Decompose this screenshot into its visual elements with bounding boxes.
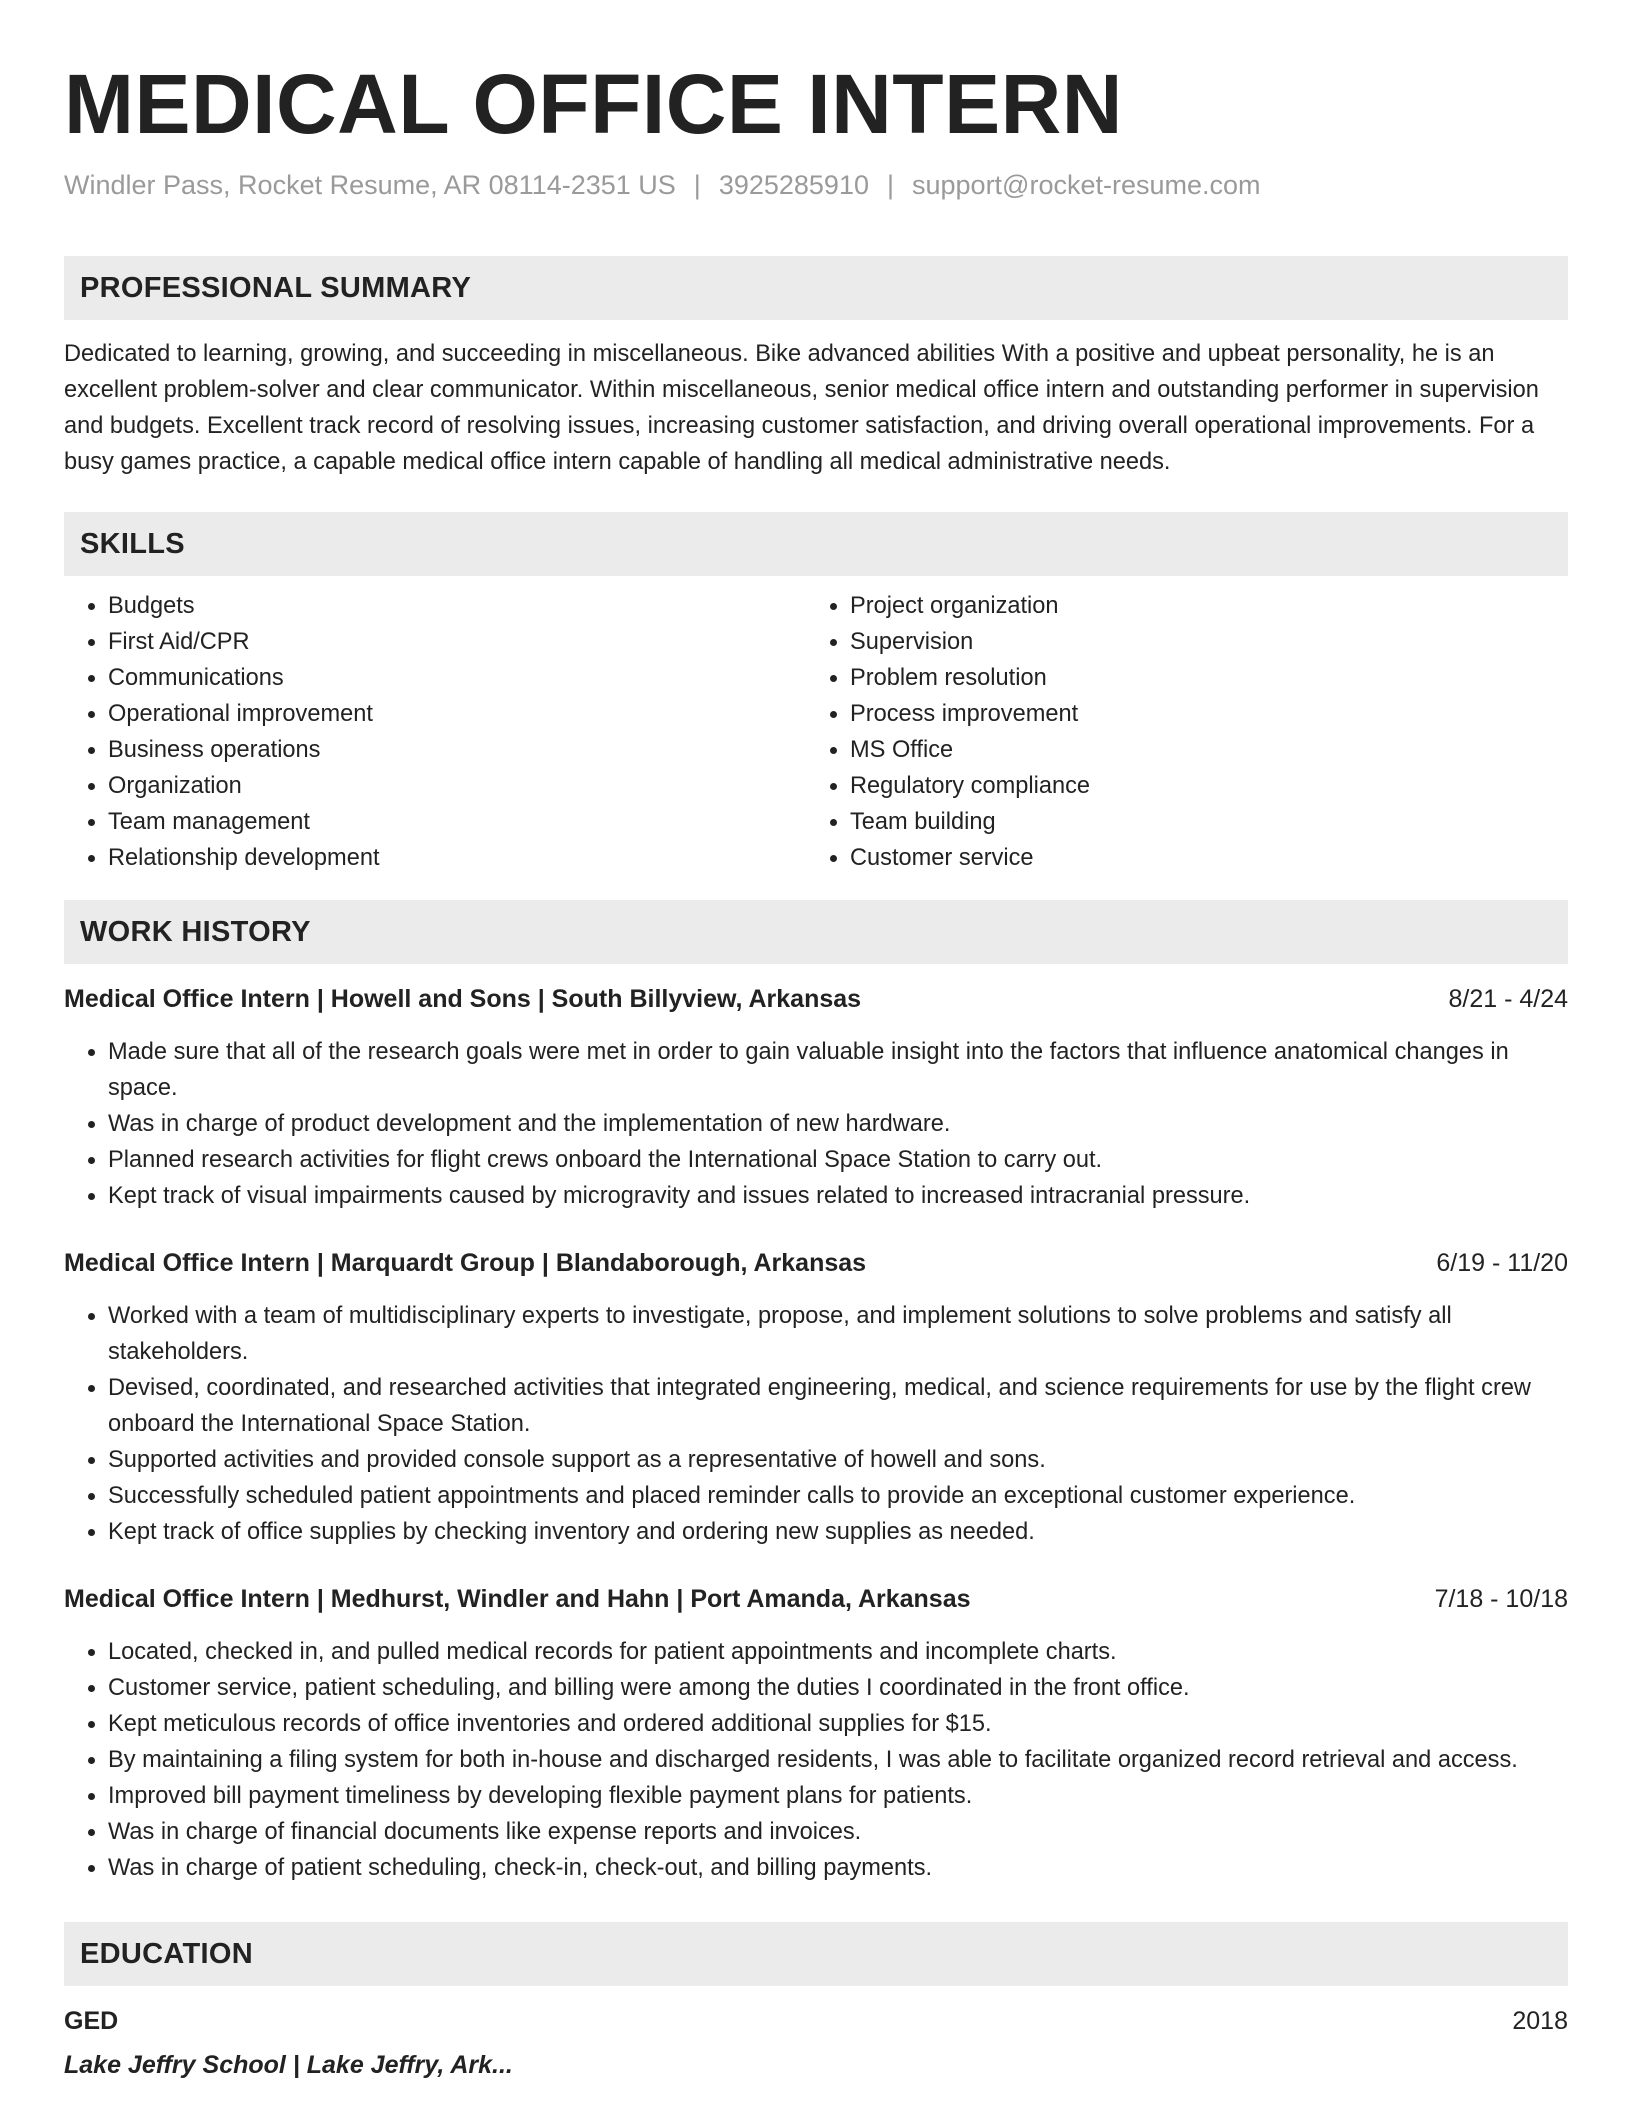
skill-item: • MS Office — [850, 732, 1548, 768]
job-header — [64, 1582, 1568, 1616]
job-bullet: • By maintaining a filing system for both in-house and discharged residents, I was able to facilitate organized record retrieval and access. — [108, 1742, 1568, 1778]
job-bullet: • Supported activities and provided console support as a representative of howell and sons. — [108, 1442, 1568, 1478]
job-dates: 6/19 - 11/20 — [1436, 1249, 1568, 1277]
job-bullet: • Successfully scheduled patient appointments and placed reminder calls to provide an exceptional customer experience. — [108, 1478, 1568, 1514]
job-dates: 8/21 - 4/24 — [1448, 985, 1568, 1013]
job-bullet: • Devised, coordinated, and researched activities that integrated engineering, medical, and science requirements for use by the flight crew onboard the International Space Station. — [108, 1370, 1568, 1442]
skills-grid — [64, 588, 1568, 876]
job-bullet: • Kept track of visual impairments caused by microgravity and issues related to increased intracranial pressure. — [108, 1178, 1568, 1214]
section-heading-skills: SKILLS — [64, 512, 1568, 576]
contact-email: support@rocket-resume.com — [912, 170, 1261, 200]
skill-item: • Organization — [108, 768, 806, 804]
job-bullet: • Improved bill payment timeliness by developing flexible payment plans for patients. — [108, 1778, 1568, 1814]
job-title: Medical Office Intern | Marquardt Group | Blandaborough, Arkansas — [64, 1249, 867, 1277]
skill-item: • Project organization — [850, 588, 1548, 624]
contact-separator: | — [886, 170, 894, 200]
job-title: Medical Office Intern | Howell and Sons | South Billyview, Arkansas — [64, 985, 862, 1013]
job-bullet: • Was in charge of patient scheduling, check-in, check-out, and billing payments. — [108, 1850, 1568, 1886]
job-bullet: • Was in charge of financial documents like expense reports and invoices. — [108, 1814, 1568, 1850]
skill-item: • Customer service — [850, 840, 1548, 876]
job-bullets — [64, 1634, 1568, 1886]
skill-item: • Business operations — [108, 732, 806, 768]
summary-text: Dedicated to learning, growing, and succeeding in miscellaneous. Bike advanced abilities With a positive and upbeat personality, he is an excellent problem-solver and clear communicator. Within miscellaneous, senior medical office intern and outstanding performer in supervision and budgets. Excellent track record of resolving issues, increasing customer satisfaction, and driving overall operational improvements. For a busy games practice, a capable medical office intern capable of handling all medical administrative needs. — [64, 341, 1539, 475]
job-bullet: • Customer service, patient scheduling, and billing were among the duties I coordinated in the front office. — [108, 1670, 1568, 1706]
education-header — [64, 2004, 1568, 2038]
skill-item: • Supervision — [850, 624, 1548, 660]
job-bullets — [64, 1034, 1568, 1214]
skill-item: • Budgets — [108, 588, 806, 624]
skill-item: • Team building — [850, 804, 1548, 840]
skill-item: • First Aid/CPR — [108, 624, 806, 660]
skill-item: • Regulatory compliance — [850, 768, 1548, 804]
job-bullet: • Kept meticulous records of office inventories and ordered additional supplies for $15. — [108, 1706, 1568, 1742]
job-dates: 7/18 - 10/18 — [1434, 1585, 1568, 1613]
section-heading-work-history: WORK HISTORY — [64, 900, 1568, 964]
skill-item: • Process improvement — [850, 696, 1548, 732]
job-entry — [64, 982, 1568, 1214]
education-school: Lake Jeffry School | Lake Jeffry, Ark... — [64, 2051, 513, 2079]
job-bullet: • Was in charge of product development and the implementation of new hardware. — [108, 1106, 1568, 1142]
contact-line — [64, 168, 1568, 202]
job-bullet: • Kept track of office supplies by checking inventory and ordering new supplies as needed. — [108, 1514, 1568, 1550]
education-year: 2018 — [1512, 2007, 1568, 2035]
job-header — [64, 1246, 1568, 1280]
skill-item: • Team management — [108, 804, 806, 840]
skills-list-right — [806, 588, 1548, 876]
job-title: Medical Office Intern | Medhurst, Windler and Hahn | Port Amanda, Arkansas — [64, 1585, 971, 1613]
job-entry — [64, 1246, 1568, 1550]
skill-item: • Communications — [108, 660, 806, 696]
skill-item: • Relationship development — [108, 840, 806, 876]
section-heading-education: EDUCATION — [64, 1922, 1568, 1986]
job-entry — [64, 1582, 1568, 1886]
job-header — [64, 982, 1568, 1016]
education-degree: GED — [64, 2007, 119, 2035]
job-bullet: • Planned research activities for flight crews onboard the International Space Station to carry out. — [108, 1142, 1568, 1178]
job-bullet: • Made sure that all of the research goals were met in order to gain valuable insight into the factors that influence anatomical changes in space. — [108, 1034, 1568, 1106]
contact-phone: 3925285910 — [718, 170, 869, 200]
skill-item: • Operational improvement — [108, 696, 806, 732]
resume-name: MEDICAL OFFICE INTERN — [64, 57, 1123, 151]
skills-list-left — [64, 588, 806, 876]
job-bullet: • Worked with a team of multidisciplinary experts to investigate, propose, and implement solutions to solve problems and satisfy all stakeholders. — [108, 1298, 1568, 1370]
contact-separator: | — [693, 170, 701, 200]
contact-address: Windler Pass, Rocket Resume, AR 08114-2351 US — [64, 170, 676, 200]
skill-item: • Problem resolution — [850, 660, 1548, 696]
job-bullets — [64, 1298, 1568, 1550]
job-bullet: • Located, checked in, and pulled medical records for patient appointments and incomplete charts. — [108, 1634, 1568, 1670]
section-heading-summary: PROFESSIONAL SUMMARY — [64, 256, 1568, 320]
